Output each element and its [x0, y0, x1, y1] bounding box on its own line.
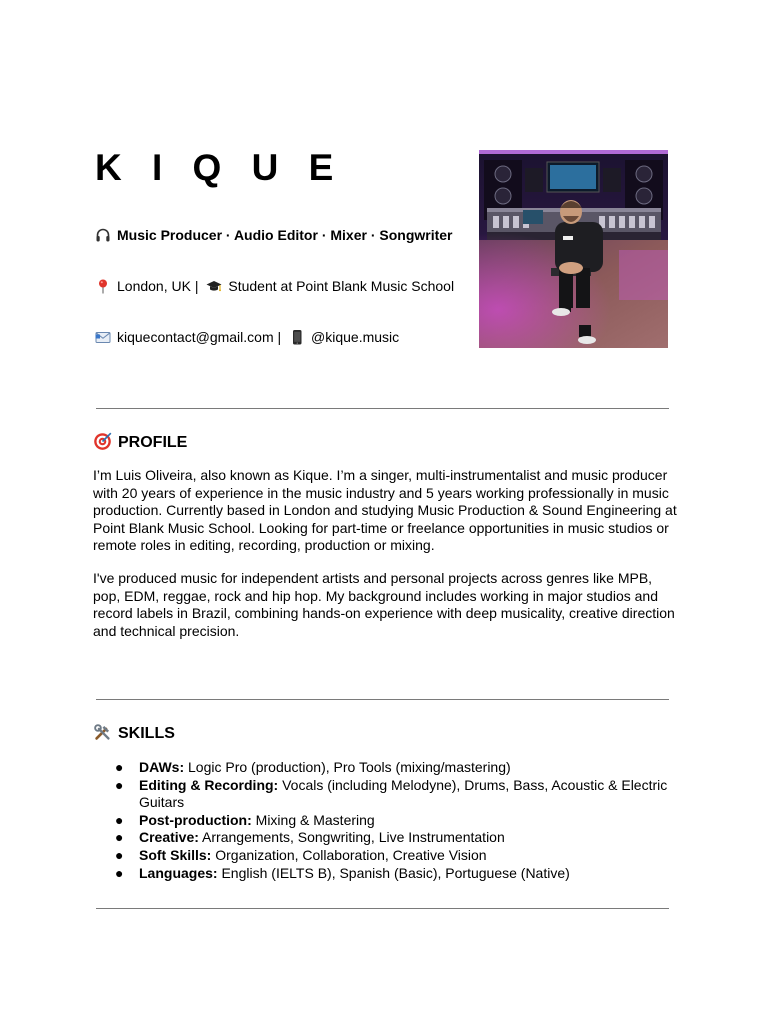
skill-text: English (IELTS B), Spanish (Basic), Portuguese (Native) [221, 864, 570, 881]
tools-icon [93, 723, 112, 742]
skills-title: SKILLS [118, 725, 175, 742]
skill-item-editing [93, 777, 678, 812]
profile-paragraph-1: I’m Luis Oliveira, also known as Kique. I’m a singer, multi-instrumentalist and music producer with 20 years of experience in the music industry and 5 years working professionally in music production. Currently based in London and studying Music Production & Sound Engineering at Point Blank Music School. Looking for part-time or freelance opportunities in music studios or remote roles in editing, recording, production or mixing. [93, 467, 677, 554]
envelope-icon [95, 329, 111, 345]
target-icon [93, 432, 112, 451]
pin-icon [95, 278, 111, 294]
bullet: ● [115, 829, 124, 846]
location-text: London, UK | [117, 278, 199, 294]
headphones-icon [95, 227, 111, 243]
contact-line [95, 328, 399, 346]
skill-text: Mixing & Mastering [255, 811, 375, 828]
skills-list [93, 759, 678, 882]
bullet: ● [115, 811, 124, 828]
skill-item-soft-skills [93, 847, 678, 865]
skill-text: Vocals (including Melodyne), Drums, Bass, Acoustic & Electric Guitars [139, 776, 668, 811]
profile-title: PROFILE [118, 434, 188, 451]
divider-top [96, 408, 669, 409]
graduation-cap-icon [206, 278, 222, 294]
skill-label: Post-production: [139, 811, 252, 828]
skill-text: Organization, Collaboration, Creative Vision [215, 846, 487, 863]
bullet: ● [115, 846, 124, 863]
handle-text[interactable]: @kique.music [311, 329, 400, 345]
skill-text: Arrangements, Songwriting, Live Instrumentation [202, 829, 505, 846]
skill-item-creative [93, 829, 678, 847]
skill-label: Languages: [139, 864, 218, 881]
skills-heading [93, 723, 175, 744]
divider-bottom [96, 908, 669, 909]
profile-paragraph-2: I've produced music for independent artists and personal projects across genres like MPB, pop, EDM, reggae, rock and hip hop. My background includes working in major studios and record labels in Brazil, combining hands-on experience with deep musicality, creative direction and technical precision. [93, 570, 675, 639]
name-title: K I Q U E [95, 147, 344, 188]
divider-middle [96, 699, 669, 700]
skill-label: Creative: [139, 829, 199, 846]
skill-label: Editing & Recording: [139, 776, 279, 793]
mobile-phone-icon [289, 329, 305, 345]
bullet: ● [115, 759, 124, 775]
skill-item-languages [93, 865, 678, 883]
email-text[interactable]: kiquecontact@gmail.com | [117, 329, 282, 345]
bullet: ● [115, 776, 124, 793]
skill-label: DAWs: [139, 759, 185, 775]
skill-text: Logic Pro (production), Pro Tools (mixing/mastering) [188, 759, 511, 775]
location-line [95, 277, 454, 295]
school-text: Student at Point Blank Music School [228, 278, 455, 294]
skill-item-daws [93, 759, 678, 777]
profile-heading [93, 432, 187, 453]
skill-label: Soft Skills: [139, 846, 212, 863]
tagline-text: Music Producer · Audio Editor · Mixer · Songwriter [117, 227, 453, 243]
tagline-line [95, 226, 453, 244]
bullet: ● [115, 864, 124, 881]
skill-item-post-production [93, 812, 678, 830]
profile-photo [479, 150, 668, 348]
